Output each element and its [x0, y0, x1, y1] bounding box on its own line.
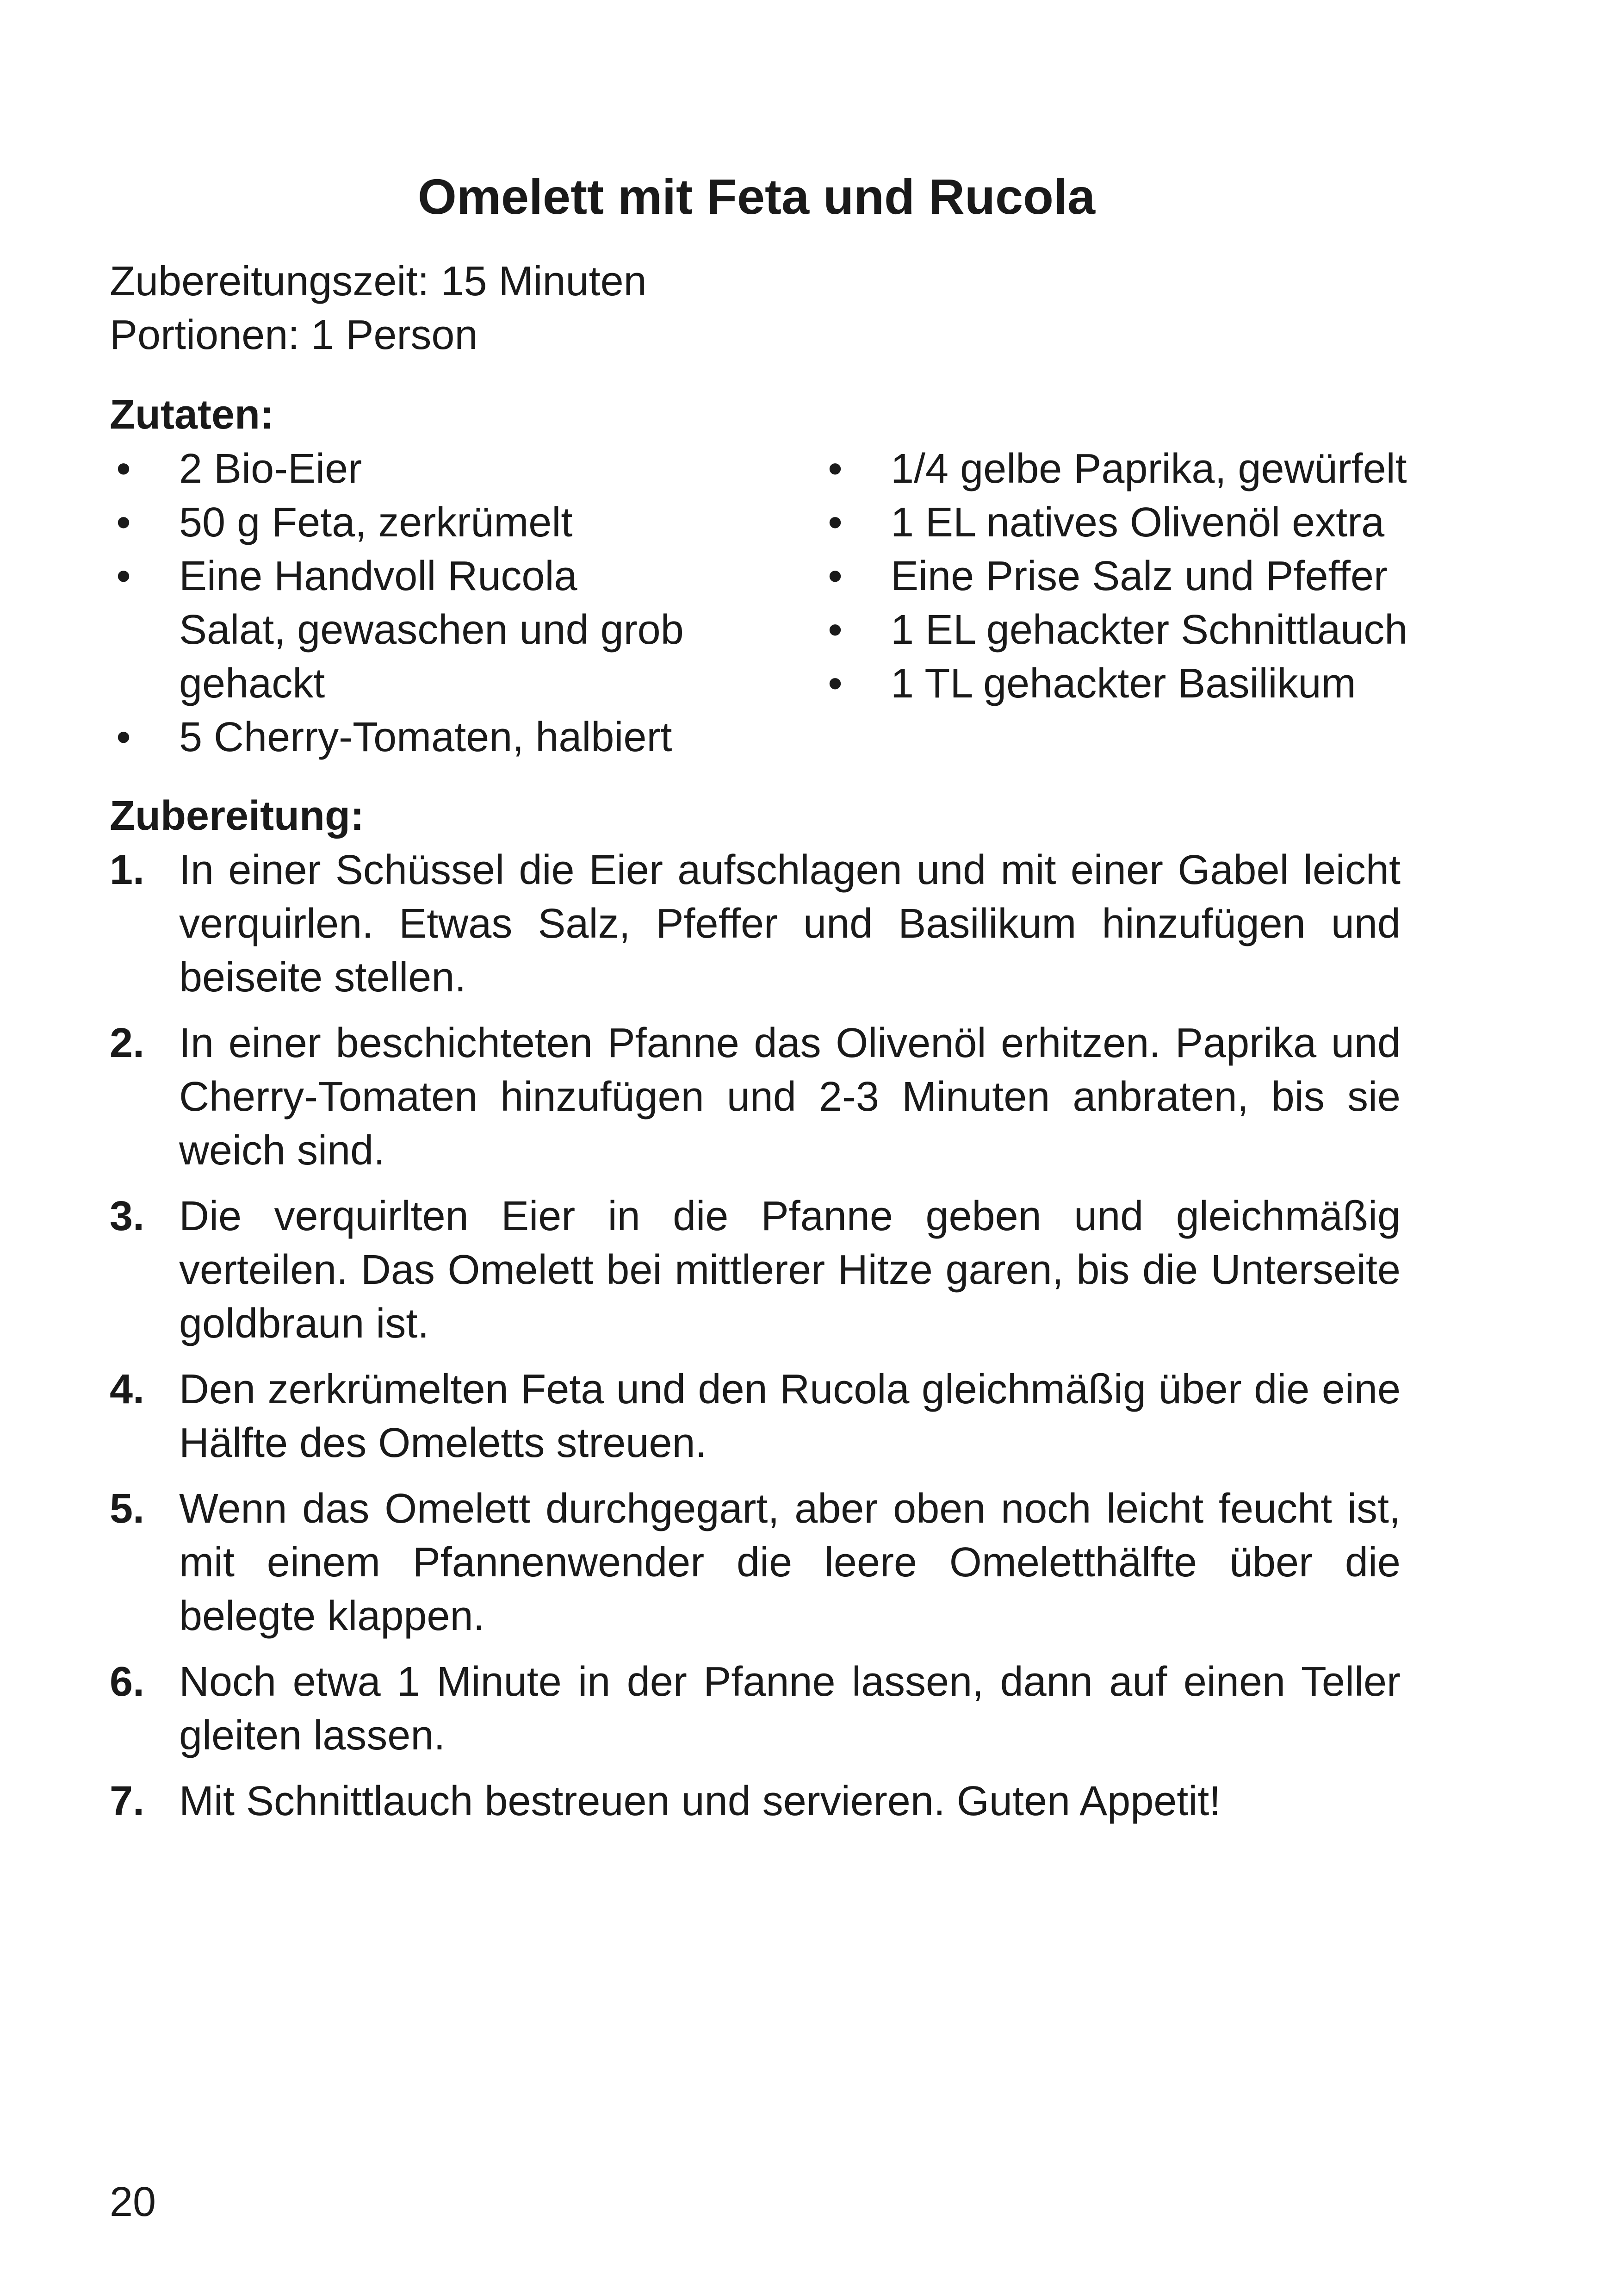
- recipe-title: Omelett mit Feta und Rucola: [417, 168, 1096, 224]
- bullet-icon: •: [116, 714, 131, 760]
- bullet-icon: •: [828, 553, 843, 599]
- step-item: [110, 1774, 1401, 1828]
- ingredients-right-column: [821, 442, 1478, 710]
- step-text: Noch etwa 1 Minute in der Pfanne lassen, dann auf einen Teller gleiten lassen.: [179, 1659, 1401, 1759]
- step-text: Mit Schnittlauch bestreuen und servieren. Guten Appetit!: [179, 1778, 1221, 1824]
- ingredient-item: [821, 657, 1478, 710]
- bullet-icon: •: [828, 660, 843, 707]
- step-number: 1.: [110, 847, 145, 893]
- step-number: 7.: [110, 1778, 145, 1824]
- steps-heading: Zubereitung:: [110, 793, 364, 839]
- step-text: In einer Schüssel die Eier aufschlagen und mit einer Gabel leicht verquirlen. Etwas Salz, Pfeffer und Basilikum hinzufügen und beiseite stellen.: [179, 847, 1401, 1001]
- ingredient-text: 2 Bio-Eier: [179, 446, 362, 492]
- ingredients-list-right: [821, 442, 1478, 710]
- step-number: 6.: [110, 1659, 145, 1705]
- bullet-icon: •: [116, 553, 131, 599]
- ingredient-text: 1 TL gehackter Basilikum: [891, 660, 1356, 707]
- ingredient-text: 1 EL gehackter Schnittlauch: [891, 607, 1408, 653]
- ingredients-heading: Zutaten:: [110, 392, 274, 438]
- step-text: Die verquirlten Eier in die Pfanne geben und gleichmäßig verteilen. Das Omelett bei mittlerer Hitze garen, bis die Unterseite goldbraun ist.: [179, 1193, 1401, 1347]
- steps-section: [110, 843, 1401, 1840]
- recipe-meta: [110, 255, 647, 362]
- ingredient-text: 1 EL natives Olivenöl extra: [891, 499, 1385, 546]
- portions: Portionen: 1 Person: [110, 312, 478, 358]
- ingredient-text: 1/4 gelbe Paprika, gewürfelt: [891, 446, 1407, 492]
- ingredients-list-left: [110, 442, 688, 764]
- steps-list: [110, 843, 1401, 1828]
- step-item: [110, 1016, 1401, 1177]
- bullet-icon: •: [828, 446, 843, 492]
- step-text: Wenn das Omelett durchgegart, aber oben noch leicht feucht ist, mit einem Pfannenwender die leere Omeletthälfte über die belegte klappen.: [179, 1486, 1401, 1639]
- ingredient-item: [821, 496, 1478, 549]
- ingredient-item: [821, 442, 1478, 496]
- ingredient-item: [821, 549, 1478, 603]
- step-text: Den zerkrümelten Feta und den Rucola gleichmäßig über die eine Hälfte des Omeletts streuen.: [179, 1366, 1401, 1466]
- step-number: 2.: [110, 1020, 145, 1066]
- step-item: [110, 1482, 1401, 1643]
- ingredient-item: [821, 603, 1478, 657]
- ingredient-item: [110, 710, 688, 764]
- step-item: [110, 843, 1401, 1004]
- step-item: [110, 1189, 1401, 1350]
- ingredient-text: 50 g Feta, zerkrümelt: [179, 499, 573, 546]
- ingredients-left-column: [110, 442, 688, 764]
- ingredient-item: [110, 442, 688, 496]
- ingredient-text: Eine Handvoll Rucola Salat, gewaschen und grob gehackt: [179, 553, 684, 707]
- step-item: [110, 1363, 1401, 1470]
- page-number: 20: [110, 2179, 156, 2225]
- step-text: In einer beschichteten Pfanne das Olivenöl erhitzen. Paprika und Cherry-Tomaten hinzufügen und 2-3 Minuten anbraten, bis sie weich sind.: [179, 1020, 1401, 1174]
- step-number: 4.: [110, 1366, 145, 1412]
- step-number: 5.: [110, 1486, 145, 1532]
- bullet-icon: •: [828, 607, 843, 653]
- bullet-icon: •: [828, 499, 843, 546]
- bullet-icon: •: [116, 499, 131, 546]
- ingredient-item: [110, 549, 688, 710]
- step-number: 3.: [110, 1193, 145, 1239]
- prep-time: Zubereitungszeit: 15 Minuten: [110, 258, 647, 305]
- ingredient-text: Eine Prise Salz und Pfeffer: [891, 553, 1388, 599]
- ingredient-text: 5 Cherry-Tomaten, halbiert: [179, 714, 672, 760]
- bullet-icon: •: [116, 446, 131, 492]
- step-item: [110, 1655, 1401, 1762]
- ingredient-item: [110, 496, 688, 549]
